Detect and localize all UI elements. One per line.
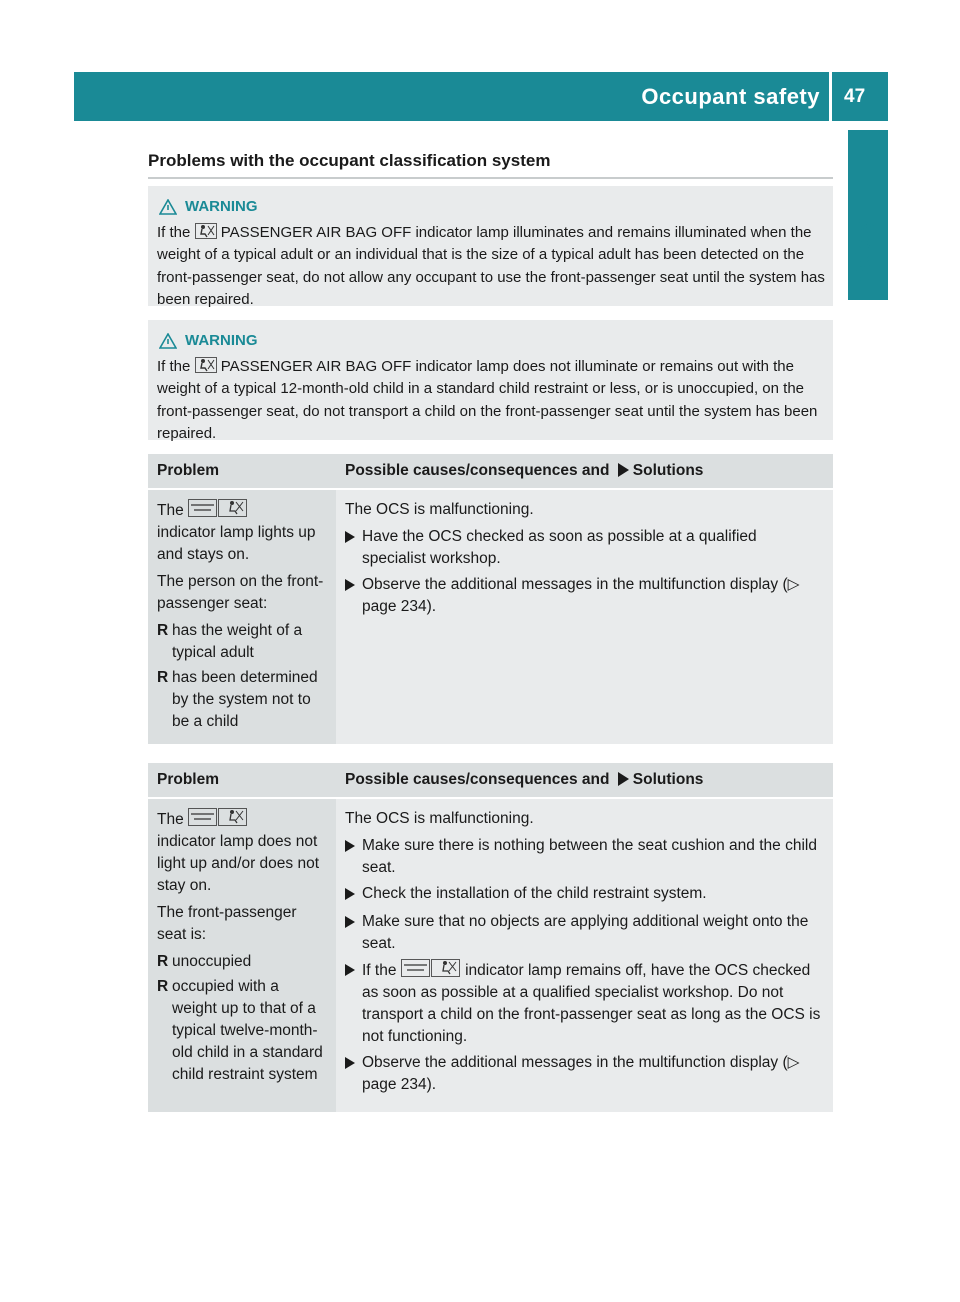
airbag-off-icon	[195, 223, 217, 239]
section-title: Problems with the occupant classification system	[148, 151, 551, 170]
warning-triangle-icon	[159, 199, 177, 215]
problem-cell: The indicator lamp does not light up and/or does not stay on. The front-passenger seat is: R unoccupied R occupied with a weight up to that of a typical twelve-month-old child in a standard child restraint system	[148, 798, 336, 1112]
warning-box	[148, 320, 833, 440]
passenger-airbag-off-indicator-icon	[188, 499, 248, 517]
step-item: Observe the additional messages in the multifunction display (▷ page 234).	[345, 574, 824, 618]
warning-text: If the PASSENGER AIR BAG OFF indicator lamp illuminates and remains illuminated when the weight of a typical adult or an individual that is the size of a typical adult has been detected on the front-passenger seat, do not allow any occupant to use the front-passenger seat until the system has been repaired.	[157, 223, 825, 308]
airbag-off-icon	[195, 357, 217, 373]
list-item: R has been determined by the system not to be a child	[157, 669, 318, 730]
col-header-problem: Problem	[148, 763, 336, 798]
step-arrow-icon	[345, 916, 355, 928]
side-tab-label: Safety	[852, 218, 875, 282]
problem-table	[148, 763, 833, 1112]
step-arrow-icon	[345, 888, 355, 900]
list-item: R occupied with a weight up to that of a typical twelve-month-old child in a standard child restraint system	[157, 978, 323, 1083]
chapter-title: Occupant safety	[641, 84, 820, 109]
step-arrow-icon	[345, 1057, 355, 1069]
arrow-icon	[618, 772, 629, 786]
step-arrow-icon	[345, 964, 355, 976]
warning-triangle-icon	[159, 333, 177, 349]
list-item: R has the weight of a typical adult	[157, 622, 303, 661]
passenger-airbag-off-indicator-icon	[188, 808, 248, 826]
section-rule	[148, 177, 833, 179]
problem-cell: The indicator lamp lights up and stays on. The person on the front-passenger seat: R has the weight of a typical adult R has been determined by the system not to be a child	[148, 489, 336, 744]
col-header-solutions: Possible causes/consequences and Solutions	[336, 763, 833, 798]
step-item: Make sure there is nothing between the seat cushion and the child seat.	[345, 835, 824, 879]
warning-heading: WARNING	[159, 196, 825, 219]
header-divider	[829, 72, 832, 121]
warning-heading: WARNING	[159, 330, 825, 353]
page-header	[74, 72, 888, 121]
step-arrow-icon	[345, 531, 355, 543]
problem-table	[148, 454, 833, 744]
step-item: If the indicator lamp remains off, have the OCS checked as soon as possible at a qualified specialist workshop. Do not transport a child on the front-passenger seat as long as the OCS is not functioning.	[345, 959, 824, 1048]
solution-cell: The OCS is malfunctioning. Make sure there is nothing between the seat cushion and the child seat. Check the installation of the child restraint system. Make sure that no objects are applying additional weight onto the seat. If the indicator lamp remains off, have the OCS checked as soon as possible at a qualified specialist workshop. Do not transport a child on the front-passenger seat as long as the OCS is not functioning. Observe the additional messages in the multifunction display (▷ page 234).	[336, 798, 833, 1112]
step-arrow-icon	[345, 579, 355, 591]
solution-cell: The OCS is malfunctioning. Have the OCS checked as soon as possible at a qualified specialist workshop. Observe the additional messages in the multifunction display (▷ page 234).	[336, 489, 833, 744]
list-item: R unoccupied	[157, 953, 252, 970]
step-item: Check the installation of the child restraint system.	[345, 883, 824, 907]
col-header-solutions: Possible causes/consequences and Solutions	[336, 454, 833, 489]
passenger-airbag-off-indicator-icon	[401, 959, 461, 977]
col-header-problem: Problem	[148, 454, 336, 489]
page-number: 47	[844, 86, 866, 107]
warning-text: If the PASSENGER AIR BAG OFF indicator lamp does not illuminate or remains out with the weight of a typical 12-month-old child in a standard child restraint or less, or is unoccupied, on the front-passenger seat, do not transport a child on the front-passenger seat until the system has been repaired.	[157, 357, 818, 442]
step-arrow-icon	[345, 840, 355, 852]
arrow-icon	[618, 463, 629, 477]
step-item: Observe the additional messages in the multifunction display (▷ page 234).	[345, 1052, 824, 1096]
step-item: Have the OCS checked as soon as possible at a qualified specialist workshop.	[345, 526, 824, 570]
warning-box	[148, 186, 833, 306]
step-item: Make sure that no objects are applying additional weight onto the seat.	[345, 911, 824, 955]
